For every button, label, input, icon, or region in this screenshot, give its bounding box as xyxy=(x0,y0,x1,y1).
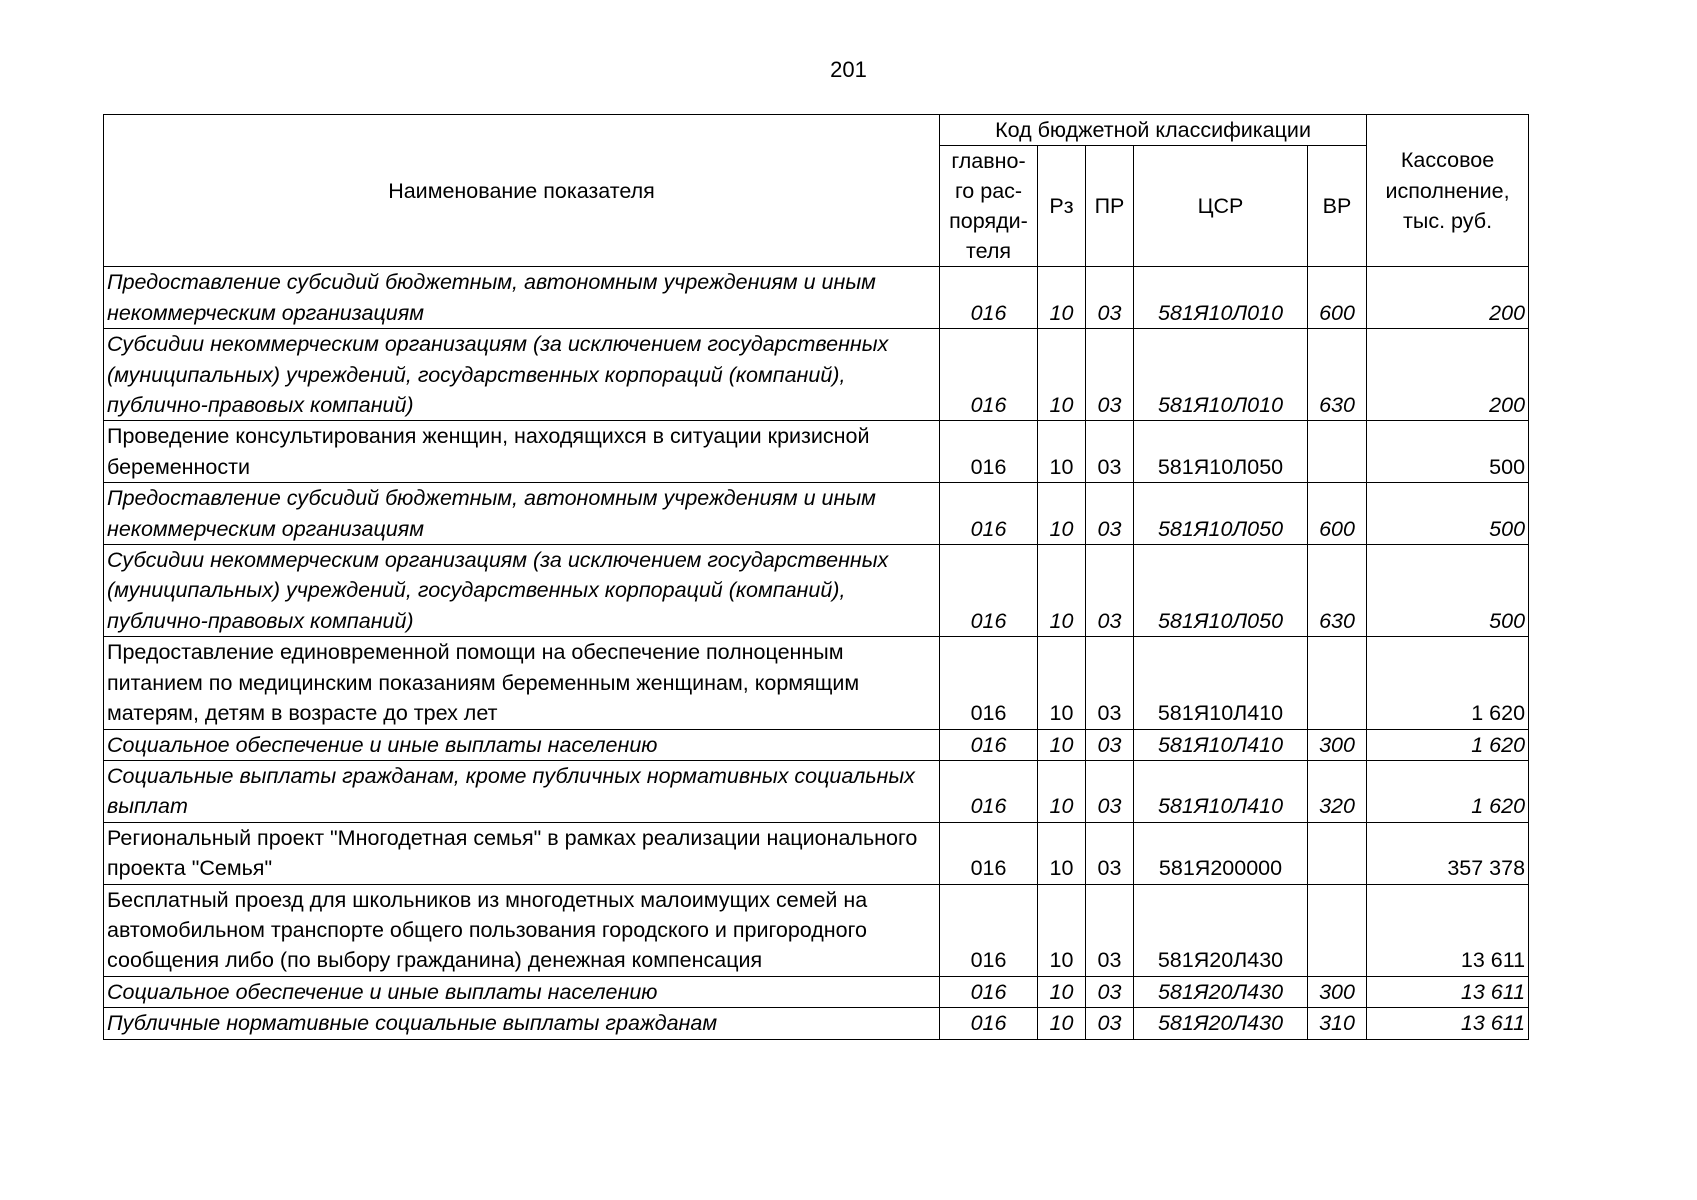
cell-glav: 016 xyxy=(940,729,1038,760)
header-rz: Рз xyxy=(1038,146,1086,267)
cell-rz: 10 xyxy=(1038,729,1086,760)
cell-name: Социальное обеспечение и иные выплаты населению xyxy=(104,976,940,1007)
cell-name: Публичные нормативные социальные выплаты гражданам xyxy=(104,1008,940,1039)
cell-name: Региональный проект "Многодетная семья" в рамках реализации национального проекта "Семья" xyxy=(104,822,940,884)
cell-amount: 1 620 xyxy=(1367,637,1529,729)
table-row xyxy=(104,884,1529,976)
table-row xyxy=(104,329,1529,421)
table-row xyxy=(104,267,1529,329)
cell-name: Бесплатный проезд для школьников из многодетных малоимущих семей на автомобильном транспорте общего пользования городского и пригородного сообщения либо (по выбору гражданина) денежная компенсация xyxy=(104,884,940,976)
cell-rz: 10 xyxy=(1038,329,1086,421)
cell-vr xyxy=(1308,822,1367,884)
header-amount: Кассовое исполнение, тыс. руб. xyxy=(1367,115,1529,267)
cell-glav: 016 xyxy=(940,884,1038,976)
cell-amount: 13 611 xyxy=(1367,976,1529,1007)
cell-csr: 581Я10Л410 xyxy=(1134,729,1308,760)
cell-csr: 581Я10Л410 xyxy=(1134,760,1308,822)
table-body xyxy=(104,267,1529,1039)
cell-pr: 03 xyxy=(1086,760,1134,822)
cell-rz: 10 xyxy=(1038,483,1086,545)
cell-name: Предоставление субсидий бюджетным, автономным учреждениям и иным некоммерческим организациям xyxy=(104,483,940,545)
cell-amount: 1 620 xyxy=(1367,760,1529,822)
cell-amount: 1 620 xyxy=(1367,729,1529,760)
cell-vr: 630 xyxy=(1308,545,1367,637)
cell-pr: 03 xyxy=(1086,729,1134,760)
cell-glav: 016 xyxy=(940,637,1038,729)
cell-glav: 016 xyxy=(940,329,1038,421)
cell-glav: 016 xyxy=(940,1008,1038,1039)
cell-name: Субсидии некоммерческим организациям (за исключением государственных (муниципальных) учреждений, государственных корпораций (компаний), публично-правовых компаний) xyxy=(104,545,940,637)
cell-name: Проведение консультирования женщин, находящихся в ситуации кризисной беременности xyxy=(104,421,940,483)
cell-amount: 200 xyxy=(1367,329,1529,421)
table-row xyxy=(104,822,1529,884)
cell-vr xyxy=(1308,884,1367,976)
table-header xyxy=(104,115,1529,267)
cell-amount: 357 378 xyxy=(1367,822,1529,884)
cell-name: Социальное обеспечение и иные выплаты населению xyxy=(104,729,940,760)
cell-amount: 500 xyxy=(1367,545,1529,637)
cell-rz: 10 xyxy=(1038,267,1086,329)
cell-pr: 03 xyxy=(1086,884,1134,976)
page-number: 201 xyxy=(830,57,867,82)
cell-rz: 10 xyxy=(1038,976,1086,1007)
header-pr: ПР xyxy=(1086,146,1134,267)
header-name: Наименование показателя xyxy=(104,115,940,267)
cell-pr: 03 xyxy=(1086,545,1134,637)
cell-rz: 10 xyxy=(1038,884,1086,976)
cell-csr: 581Я10Л050 xyxy=(1134,421,1308,483)
cell-glav: 016 xyxy=(940,822,1038,884)
header-vr: ВР xyxy=(1308,146,1367,267)
cell-glav: 016 xyxy=(940,483,1038,545)
cell-rz: 10 xyxy=(1038,421,1086,483)
table-row xyxy=(104,976,1529,1007)
cell-vr: 310 xyxy=(1308,1008,1367,1039)
cell-name: Предоставление единовременной помощи на обеспечение полноценным питанием по медицинским показаниям беременным женщинам, кормящим матерям, детям в возрасте до трех лет xyxy=(104,637,940,729)
header-csr: ЦСР xyxy=(1134,146,1308,267)
header-budget-code-group: Код бюджетной классификации xyxy=(940,115,1367,146)
budget-table xyxy=(103,114,1529,1040)
cell-vr: 300 xyxy=(1308,729,1367,760)
cell-glav: 016 xyxy=(940,976,1038,1007)
cell-csr: 581Я200000 xyxy=(1134,822,1308,884)
cell-csr: 581Я10Л050 xyxy=(1134,483,1308,545)
cell-csr: 581Я20Л430 xyxy=(1134,884,1308,976)
cell-amount: 200 xyxy=(1367,267,1529,329)
cell-vr: 630 xyxy=(1308,329,1367,421)
cell-rz: 10 xyxy=(1038,1008,1086,1039)
cell-rz: 10 xyxy=(1038,760,1086,822)
table-row xyxy=(104,760,1529,822)
cell-amount: 13 611 xyxy=(1367,1008,1529,1039)
cell-pr: 03 xyxy=(1086,267,1134,329)
cell-vr: 320 xyxy=(1308,760,1367,822)
cell-csr: 581Я10Л010 xyxy=(1134,267,1308,329)
cell-rz: 10 xyxy=(1038,637,1086,729)
table-row xyxy=(104,545,1529,637)
cell-pr: 03 xyxy=(1086,421,1134,483)
cell-vr: 600 xyxy=(1308,267,1367,329)
cell-csr: 581Я10Л010 xyxy=(1134,329,1308,421)
cell-name: Предоставление субсидий бюджетным, автономным учреждениям и иным некоммерческим организациям xyxy=(104,267,940,329)
cell-csr: 581Я20Л430 xyxy=(1134,1008,1308,1039)
cell-amount: 13 611 xyxy=(1367,884,1529,976)
header-glav: главно-го рас-поряди-теля xyxy=(940,146,1038,267)
cell-vr xyxy=(1308,637,1367,729)
cell-csr: 581Я10Л410 xyxy=(1134,637,1308,729)
table-row xyxy=(104,421,1529,483)
cell-vr: 600 xyxy=(1308,483,1367,545)
cell-pr: 03 xyxy=(1086,637,1134,729)
cell-vr: 300 xyxy=(1308,976,1367,1007)
cell-rz: 10 xyxy=(1038,545,1086,637)
cell-csr: 581Я20Л430 xyxy=(1134,976,1308,1007)
cell-glav: 016 xyxy=(940,760,1038,822)
cell-pr: 03 xyxy=(1086,483,1134,545)
cell-glav: 016 xyxy=(940,267,1038,329)
table-row xyxy=(104,729,1529,760)
cell-amount: 500 xyxy=(1367,483,1529,545)
cell-pr: 03 xyxy=(1086,822,1134,884)
cell-name: Субсидии некоммерческим организациям (за исключением государственных (муниципальных) учреждений, государственных корпораций (компаний), публично-правовых компаний) xyxy=(104,329,940,421)
cell-amount: 500 xyxy=(1367,421,1529,483)
cell-vr xyxy=(1308,421,1367,483)
cell-csr: 581Я10Л050 xyxy=(1134,545,1308,637)
cell-rz: 10 xyxy=(1038,822,1086,884)
cell-name: Социальные выплаты гражданам, кроме публичных нормативных социальных выплат xyxy=(104,760,940,822)
table-row xyxy=(104,483,1529,545)
cell-glav: 016 xyxy=(940,421,1038,483)
cell-pr: 03 xyxy=(1086,976,1134,1007)
table-row xyxy=(104,1008,1529,1039)
cell-pr: 03 xyxy=(1086,1008,1134,1039)
cell-glav: 016 xyxy=(940,545,1038,637)
cell-pr: 03 xyxy=(1086,329,1134,421)
table-row xyxy=(104,637,1529,729)
